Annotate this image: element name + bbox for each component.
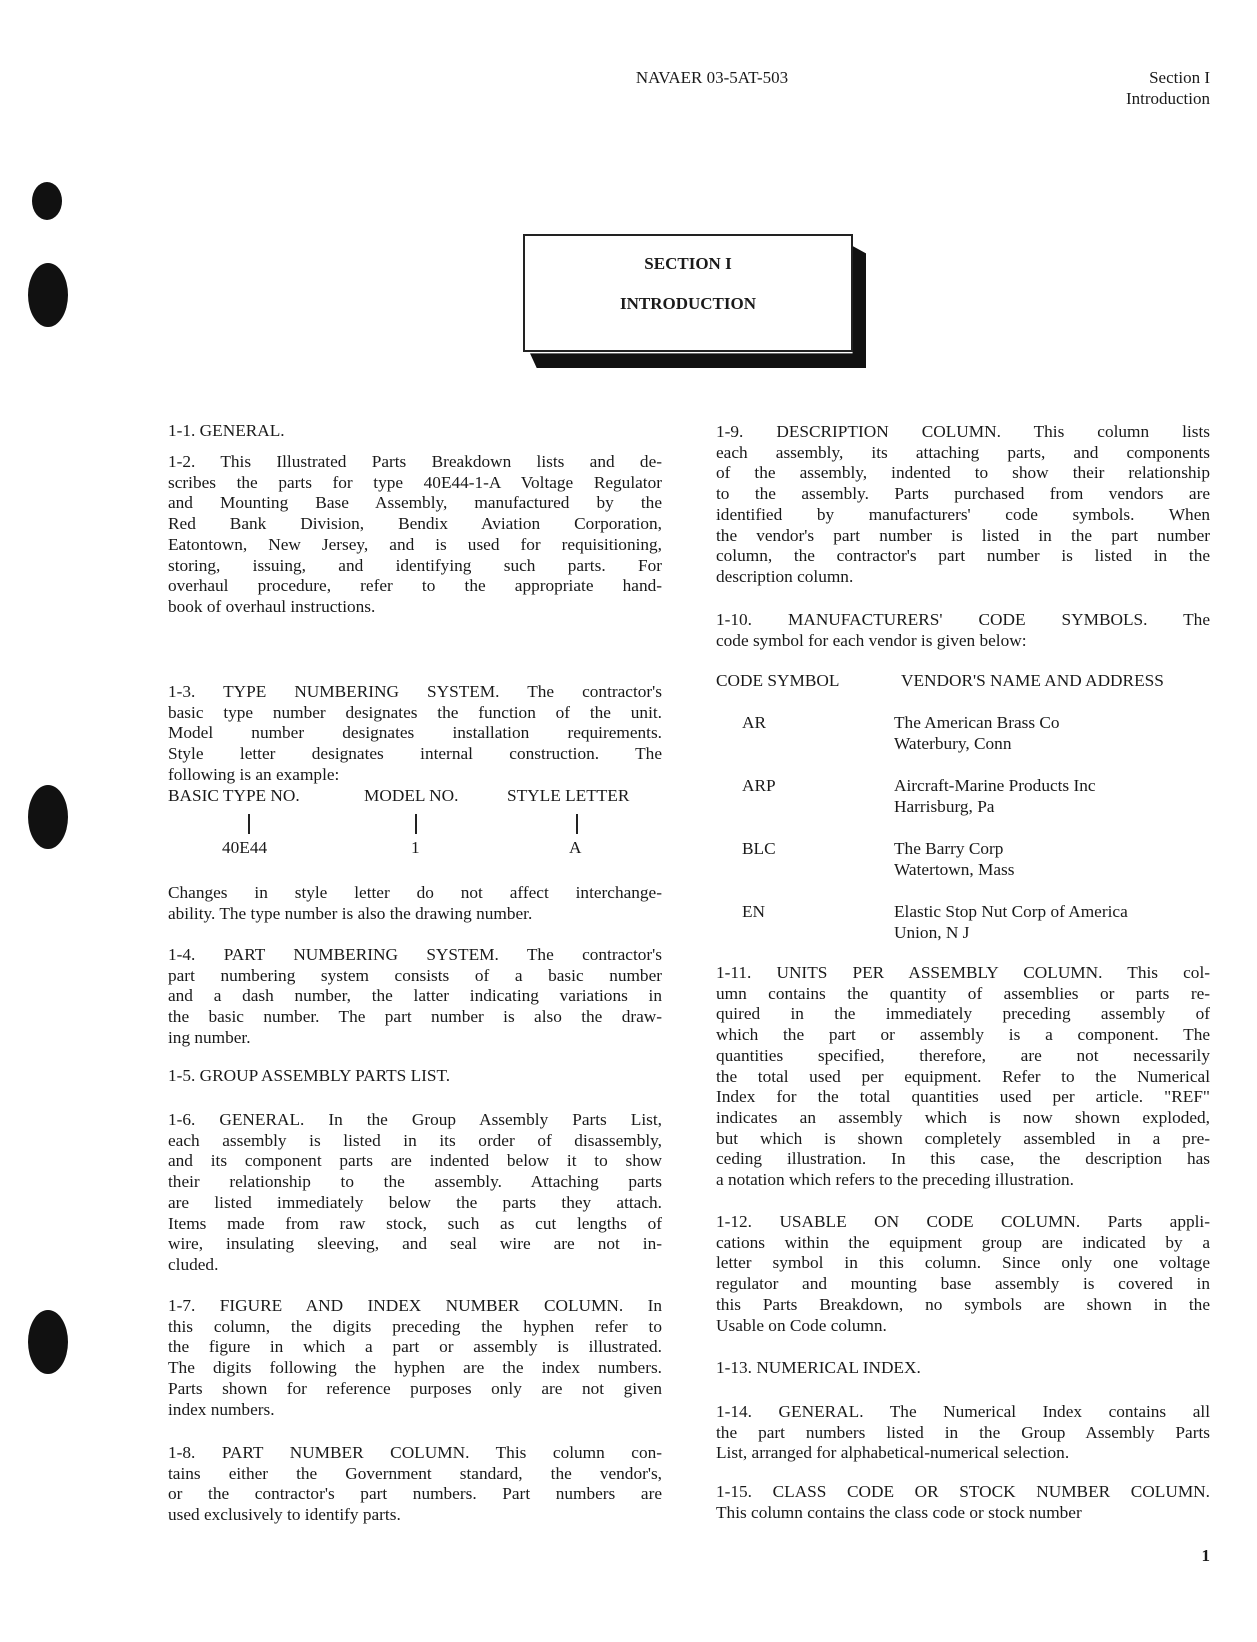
vendor-name: The Barry Corp	[894, 839, 1004, 858]
vendor-name: Elastic Stop Nut Corp of America	[894, 902, 1128, 921]
paragraph-line: identified by manufacturers' code symbols. When	[716, 504, 1210, 524]
paragraph-line: a notation which refers to the preceding illustration.	[716, 1170, 1074, 1190]
paragraph-line: umn contains the quantity of assemblies or parts re-	[716, 983, 1210, 1003]
paragraph-line: quantities specified, therefore, are not necessarily	[716, 1045, 1210, 1065]
paragraph-1-6	[168, 1110, 662, 1276]
example-value-basic-type: 40E44	[222, 838, 268, 857]
paragraph-1-1	[168, 421, 662, 442]
paragraph-line: Model number designates installation requirements.	[168, 723, 662, 743]
paragraph-line: index numbers.	[168, 1399, 275, 1419]
paragraph-line: 1-1. GENERAL.	[168, 421, 285, 440]
punch-hole	[28, 263, 68, 327]
example-header-style: STYLE LETTER	[507, 786, 630, 805]
paragraph-1-11	[716, 963, 1210, 1191]
example-header-model: MODEL NO.	[364, 786, 459, 805]
section-heading: SECTION I	[644, 254, 732, 273]
paragraph-line: overhaul procedure, refer to the appropriate hand-	[168, 576, 662, 596]
paragraph-line: Usable on Code column.	[716, 1315, 887, 1335]
section-title-box	[523, 234, 853, 352]
example-connector-line	[248, 814, 250, 834]
paragraph-line: 1-9. DESCRIPTION COLUMN. This column lists	[716, 422, 1210, 441]
paragraph-line: quired in the immediately preceding assembly of	[716, 1004, 1210, 1024]
paragraph-line: 1-2. This Illustrated Parts Breakdown lists and de-	[168, 452, 662, 471]
paragraph-line: which the part or assembly is a component. The	[716, 1025, 1210, 1045]
paragraph-1-4	[168, 945, 662, 1049]
paragraph-line: 1-14. GENERAL. The Numerical Index contains all	[716, 1402, 1210, 1421]
paragraph-line: and Mounting Base Assembly, manufactured by the	[168, 493, 662, 513]
paragraph-line: cluded.	[168, 1254, 219, 1274]
paragraph-line: 1-5. GROUP ASSEMBLY PARTS LIST.	[168, 1066, 451, 1085]
example-value-style: A	[569, 838, 582, 857]
paragraph-line: used exclusively to identify parts.	[168, 1505, 401, 1525]
paragraph-line: The digits following the hyphen are the index numbers.	[168, 1358, 662, 1378]
vendor-name: The American Brass Co	[894, 713, 1060, 732]
paragraph-line: this column, the digits preceding the hyphen refer to	[168, 1316, 662, 1336]
paragraph-line: This column contains the class code or stock number	[716, 1502, 1082, 1522]
paragraph-line: tains either the Government standard, the vendor's,	[168, 1463, 662, 1483]
paragraph-line: 1-15. CLASS CODE OR STOCK NUMBER COLUMN.	[716, 1482, 1210, 1501]
punch-hole	[28, 1310, 68, 1374]
paragraph-line: Changes in style letter do not affect interchange-	[168, 883, 662, 902]
section-label: Section I	[1149, 68, 1210, 87]
paragraph-line: 1-10. MANUFACTURERS' CODE SYMBOLS. The	[716, 610, 1210, 629]
paragraph-1-5	[168, 1066, 662, 1087]
vendor-address: Harrisburg, Pa	[894, 797, 995, 816]
paragraph-line: their relationship to the assembly. Attaching parts	[168, 1172, 662, 1192]
paragraph-line: ability. The type number is also the drawing number.	[168, 903, 533, 923]
paragraph-1-14	[716, 1402, 1210, 1464]
example-connector-line	[576, 814, 578, 834]
paragraph-line: the figure in which a part or assembly is illustrated.	[168, 1337, 662, 1357]
vendor-address: Watertown, Mass	[894, 860, 1015, 879]
paragraph-line: column, the contractor's part number is listed in the	[716, 546, 1210, 566]
vendor-name: Aircraft-Marine Products Inc	[894, 776, 1096, 795]
paragraph-line: code symbol for each vendor is given below:	[716, 630, 1027, 650]
paragraph-line: Parts shown for reference purposes only are not given	[168, 1378, 662, 1398]
paragraph-line: and a dash number, the latter indicating variations in	[168, 986, 662, 1006]
paragraph-line: part numbering system consists of a basic number	[168, 965, 662, 985]
punch-hole	[32, 182, 62, 220]
vendor-address: Waterbury, Conn	[894, 734, 1012, 753]
paragraph-1-13	[716, 1358, 1210, 1379]
paragraph-1-15	[716, 1482, 1210, 1523]
section-heading-title: INTRODUCTION	[619, 294, 757, 313]
example-connector-line	[415, 814, 417, 834]
paragraph-line: 1-8. PART NUMBER COLUMN. This column con-	[168, 1443, 662, 1462]
paragraph-line: 1-3. TYPE NUMBERING SYSTEM. The contractor's	[168, 682, 662, 701]
paragraph-line: book of overhaul instructions.	[168, 596, 376, 616]
paragraph-line: letter symbol in this column. Since only one voltage	[716, 1253, 1210, 1273]
paragraph-1-9	[716, 422, 1210, 588]
paragraph-line: each assembly is listed in its order of disassembly,	[168, 1130, 662, 1150]
paragraph-line: of the assembly, indented to show their relationship	[716, 463, 1210, 483]
paragraph-line: Style letter designates internal construction. The	[168, 744, 662, 764]
paragraph-line: indicates an assembly which is now shown exploded,	[716, 1107, 1210, 1127]
paragraph-line: the part numbers listed in the Group Assembly Parts	[716, 1422, 1210, 1442]
page-number: 1	[1201, 1546, 1210, 1565]
paragraph-line: 1-11. UNITS PER ASSEMBLY COLUMN. This col-	[716, 963, 1210, 982]
document-number: NAVAER 03-5AT-503	[635, 68, 789, 87]
vendor-code: ARP	[742, 776, 776, 795]
paragraph-line: cations within the equipment group are indicated by a	[716, 1232, 1210, 1252]
paragraph-line: 1-12. USABLE ON CODE COLUMN. Parts appli-	[716, 1212, 1210, 1231]
paragraph-line: storing, issuing, and identifying such parts. For	[168, 555, 662, 575]
paragraph-line: the basic number. The part number is also the draw-	[168, 1007, 662, 1027]
vendor-code: BLC	[742, 839, 776, 858]
example-value-model: 1	[411, 838, 420, 857]
paragraph-line: 1-4. PART NUMBERING SYSTEM. The contractor's	[168, 945, 662, 964]
paragraph-1-10	[716, 610, 1210, 651]
paragraph-changes	[168, 883, 662, 924]
paragraph-line: ceding illustration. In this case, the description has	[716, 1149, 1210, 1169]
paragraph-line: Items made from raw stock, such as cut lengths of	[168, 1213, 662, 1233]
paragraph-line: to the assembly. Parts purchased from vendors are	[716, 484, 1210, 504]
paragraph-line: Red Bank Division, Bendix Aviation Corporation,	[168, 514, 662, 534]
paragraph-line: ing number.	[168, 1027, 251, 1047]
paragraph-line: Index for the total quantities used per article. "REF"	[716, 1087, 1210, 1107]
vendor-code: AR	[742, 713, 767, 732]
example-header-basic-type: BASIC TYPE NO.	[168, 786, 300, 805]
paragraph-line: 1-6. GENERAL. In the Group Assembly Parts List,	[168, 1110, 662, 1129]
paragraph-line: or the contractor's part numbers. Part numbers are	[168, 1484, 662, 1504]
paragraph-1-2	[168, 452, 662, 618]
paragraph-line: scribes the parts for type 40E44-1-A Voltage Regulator	[168, 472, 662, 492]
section-title-label: Introduction	[1125, 89, 1210, 108]
paragraph-1-12	[716, 1212, 1210, 1336]
vendor-address: Union, N J	[894, 923, 970, 942]
paragraph-1-7	[168, 1296, 662, 1420]
paragraph-line: 1-7. FIGURE AND INDEX NUMBER COLUMN. In	[168, 1296, 662, 1315]
punch-hole	[28, 785, 68, 849]
paragraph-line: and its component parts are indented below it to show	[168, 1151, 662, 1171]
paragraph-line: the total used per equipment. Refer to the Numerical	[716, 1066, 1210, 1086]
paragraph-line: 1-13. NUMERICAL INDEX.	[716, 1358, 921, 1377]
paragraph-line: wire, insulating sleeving, and seal wire are not in-	[168, 1234, 662, 1254]
paragraph-line: List, arranged for alphabetical-numerical selection.	[716, 1443, 1070, 1463]
vendor-table-header-name: VENDOR'S NAME AND ADDRESS	[901, 671, 1164, 690]
paragraph-line: regulator and mounting base assembly is covered in	[716, 1274, 1210, 1294]
paragraph-line: description column.	[716, 566, 854, 586]
vendor-code: EN	[742, 902, 766, 921]
paragraph-line: basic type number designates the function of the unit.	[168, 702, 662, 722]
paragraph-line: are listed immediately below the parts they attach.	[168, 1192, 662, 1212]
paragraph-line: each assembly, its attaching parts, and components	[716, 442, 1210, 462]
paragraph-line: this Parts Breakdown, no symbols are shown in the	[716, 1294, 1210, 1314]
paragraph-line: the vendor's part number is listed in the part number	[716, 525, 1210, 545]
vendor-table-header-code: CODE SYMBOL	[716, 671, 840, 690]
paragraph-line: following is an example:	[168, 764, 340, 784]
paragraph-1-3	[168, 682, 662, 786]
paragraph-1-8	[168, 1443, 662, 1526]
paragraph-line: Eatontown, New Jersey, and is used for requisitioning,	[168, 534, 662, 554]
paragraph-line: but which is shown completely assembled in a pre-	[716, 1128, 1210, 1148]
